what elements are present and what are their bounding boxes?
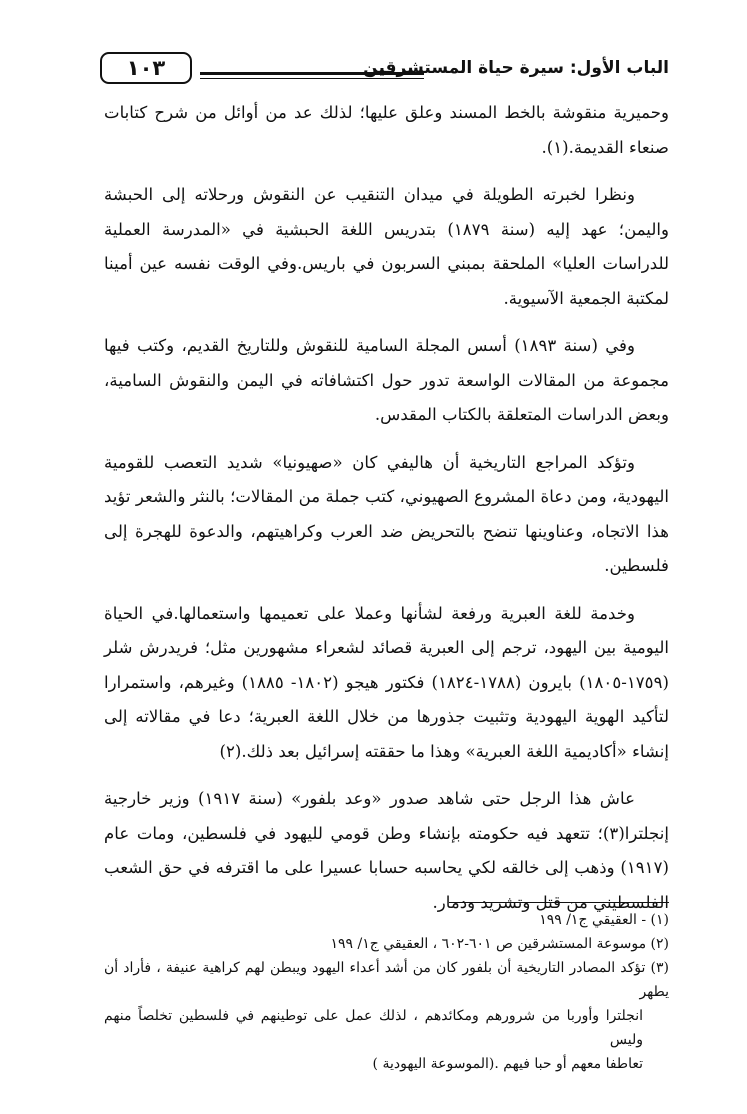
footnote-1: (١) - العقيقي ج١/ ١٩٩ [539, 912, 669, 928]
paragraph-1: وحميرية منقوشة بالخط المسند وعلق عليها؛ لذلك عد من أوائل من شرح كتابات صنعاء القديمة.(١). [104, 103, 669, 157]
footnote-3: (٣) تؤكد المصادر التاريخية أن بلفور كان من أشد أعداء اليهود ويبطن لهم كراهية عنيفة ، فأراد أن يطهر [104, 960, 669, 1000]
footnote-separator [449, 902, 669, 903]
chapter-title: الباب الأول: سيرة حياة المستشرقين [363, 58, 669, 78]
footnotes [104, 908, 669, 1076]
page-header [100, 50, 669, 90]
paragraph-3: وفي (سنة ١٨٩٣) أسس المجلة السامية للنقوش وللتاريخ القديم، وكتب فيها مجموعة من المقالات الواسعة تدور حول اكتشافاته في اليمن والنقوش السامية، وبعض الدراسات المتعلقة بالكتاب المقدس. [104, 336, 669, 424]
page-number: ١٠٣ [100, 52, 192, 84]
footnote-3-line-2: انجلترا وأوربا من شرورهم ومكائدهم ، لذلك عمل على توطينهم في فلسطين تخلصاً منهم وليس [104, 1008, 643, 1048]
header-rule [200, 72, 424, 79]
paragraph-5: وخدمة للغة العبرية ورفعة لشأنها وعملا على تعميمها واستعمالها.في الحياة اليومية بين اليهود، ترجم إلى العبرية قصائد لشعراء مشهورين مثل؛ فريدرش شلر (١٧٥٩-١٨٠٥) بايرون (١٧٨٨-١٨٢٤) فكتور هيجو (١٨٠٢- ١٨٨٥) وغيرهم، واستمرارا لتأكيد الهوية اليهودية وتثبيت جذورها من خلال اللغة العبرية؛ دعا في مقالاته إلى إنشاء «أكاديمية اللغة العبرية» وهذا ما حققته إسرائيل بعد ذلك.(٢) [104, 603, 669, 761]
footnote-2: (٢) موسوعة المستشرقين ص ٦٠١-٦٠٢ ، العقيقي ج١/ ١٩٩ [330, 936, 669, 952]
paragraph-4: وتؤكد المراجع التاريخية أن هاليفي كان «صهيونيا» شديد التعصب للقومية اليهودية، ومن دعاة المشروع الصهيوني، كتب جملة من المقالات؛ بالنثر والشعر تؤيد هذا الاتجاه، وعناوينها تنضح بالتحريض ضد العرب وكراهيتهم، والدعوة للهجرة إلى فلسطين. [104, 452, 669, 575]
body-text [104, 96, 669, 933]
paragraph-2: ونظرا لخبرته الطويلة في ميدان التنقيب عن النقوش ورحلاته إلى الحبشة واليمن؛ عهد إليه (سنة ١٨٧٩) بتدريس اللغة الحبشية في «المدرسة العملية للدراسات العليا» الملحقة بمبني السربون في باريس.وفي الوقت نفسه عين أمينا لمكتبة الجمعية الآسيوية. [104, 185, 669, 308]
paragraph-6: عاش هذا الرجل حتى شاهد صدور «وعد بلفور» (سنة ١٩١٧) وزير خارجية إنجلترا(٣)؛ تتعهد فيه حكومته بإنشاء وطن قومي لليهود في فلسطين، ومات عام (١٩١٧) وذهب إلى خالقه لكي يحاسبه حسابا عسيرا على ما اقترفه في حق الشعب الفلسطيني من قتل وتشريد ودمار. [104, 789, 669, 912]
footnote-3-line-3: تعاطفا معهم أو حبا فيهم .(الموسوعة اليهودية ) [372, 1056, 643, 1072]
